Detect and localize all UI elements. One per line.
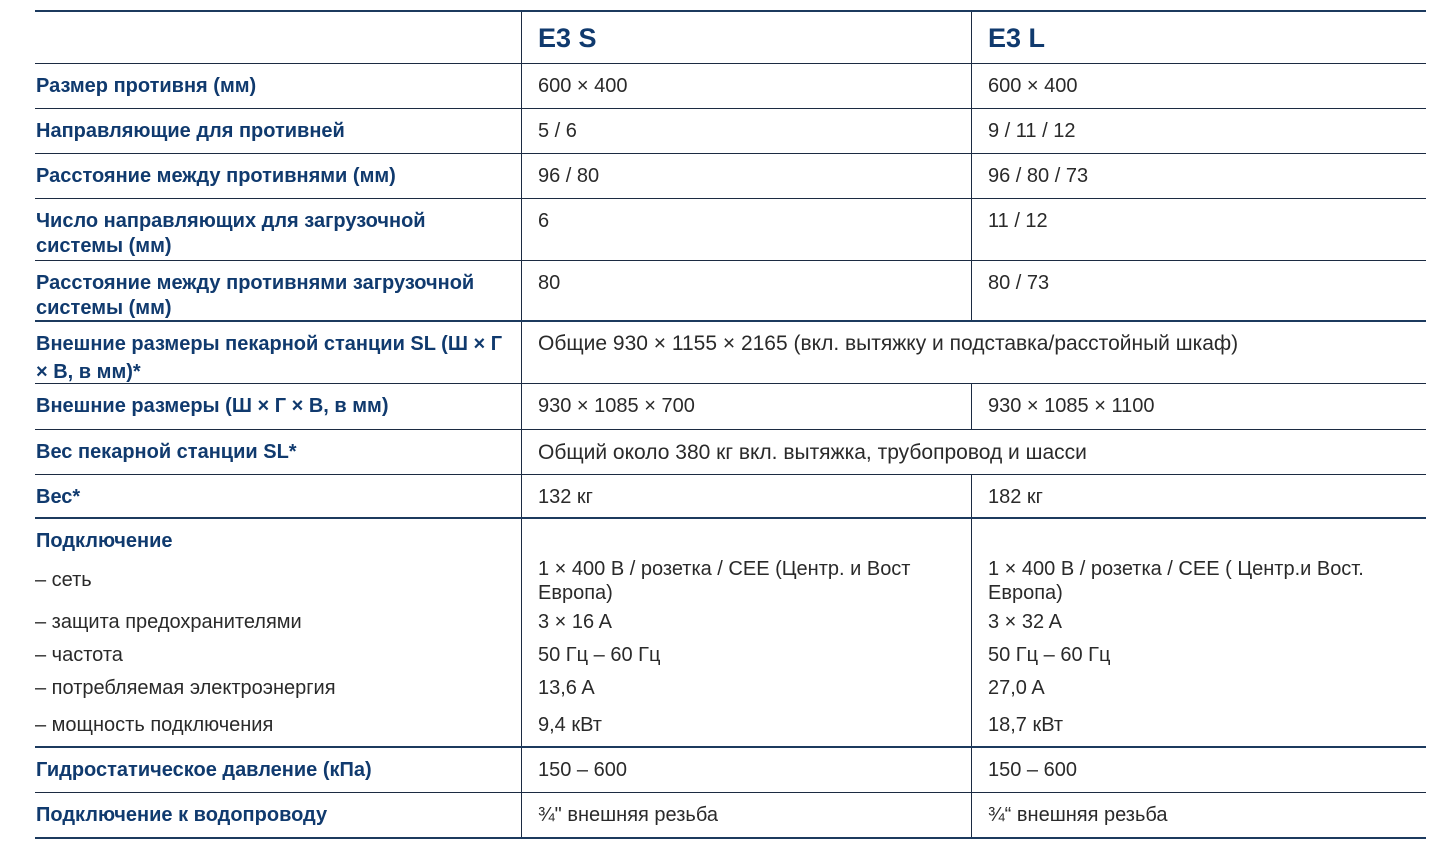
connection-value-e3s: 13,6 A xyxy=(538,677,595,699)
row-value-e3l: ¾“ внешняя резьба xyxy=(988,804,1168,826)
row-label: Подключение к водопроводу xyxy=(36,804,328,826)
connection-item-label: – мощность подключения xyxy=(35,714,274,736)
connection-values-e3l xyxy=(971,519,1426,746)
row-value-combined: Общие 930 × 1155 × 2165 (вкл. вытяжку и подставка/расстойный шкаф) xyxy=(538,332,1239,355)
row-label: Гидростатическое давление (кПа) xyxy=(36,759,372,781)
connection-item-label: – частота xyxy=(35,644,123,666)
table-row xyxy=(35,154,1426,199)
connection-value-e3s: 50 Гц – 60 Гц xyxy=(538,644,661,666)
row-value-e3l: 80 / 73 xyxy=(988,272,1050,294)
connection-value-e3s: 3 × 16 A xyxy=(538,611,612,633)
connection-value-e3l: 50 Гц – 60 Гц xyxy=(988,644,1111,666)
row-label: Число направляющих для загрузочной системы (мм) xyxy=(36,210,426,257)
table-row xyxy=(35,384,1426,430)
row-value-e3s: 96 / 80 xyxy=(538,165,600,187)
connection-value-e3l: 1 × 400 В / розетка / CEE ( Центр.и Вост. Европа) xyxy=(988,558,1364,604)
connection-item-label: – потребляемая электроэнергия xyxy=(35,677,336,699)
row-label: Внешние размеры (Ш × Г × В, в мм) xyxy=(36,395,389,417)
row-value-e3l: 9 / 11 / 12 xyxy=(988,120,1076,142)
row-label: Внешние размеры пекарной станции SL (Ш × Г × В, в мм)* xyxy=(36,333,503,383)
table-row xyxy=(35,748,1426,793)
row-value-e3l: 182 кг xyxy=(988,486,1043,508)
connection-item-label: – сеть xyxy=(35,569,92,591)
connection-labels xyxy=(35,519,521,746)
table-row xyxy=(35,430,1426,475)
table-row xyxy=(35,199,1426,261)
connection-section xyxy=(35,519,1426,748)
header-cell-e3s xyxy=(521,12,971,63)
row-label: Расстояние между противнями (мм) xyxy=(36,165,396,187)
connection-value-e3l: 18,7 кВт xyxy=(988,714,1064,736)
row-value-e3s: 80 xyxy=(538,272,561,294)
connection-value-e3s: 9,4 кВт xyxy=(538,714,602,736)
table-row xyxy=(35,261,1426,322)
header-row xyxy=(35,10,1426,64)
connection-item-label: – защита предохранителями xyxy=(35,611,302,633)
row-label: Вес пекарной станции SL* xyxy=(36,441,297,463)
row-label: Расстояние между противнями загрузочной системы (мм) xyxy=(36,272,475,319)
row-value-e3l: 150 – 600 xyxy=(988,759,1077,781)
table-row xyxy=(35,64,1426,109)
connection-value-e3s: 1 × 400 В / розетка / CEE (Центр. и Вост Европа) xyxy=(538,558,911,604)
header-cell-e3l xyxy=(971,12,1426,63)
table-row xyxy=(35,322,1426,384)
row-value-e3l: 96 / 80 / 73 xyxy=(988,165,1089,187)
row-value-e3l: 600 × 400 xyxy=(988,75,1078,97)
row-value-e3l: 11 / 12 xyxy=(988,210,1048,232)
row-label: Размер противня (мм) xyxy=(36,75,257,97)
column-title-e3s: E3 S xyxy=(538,23,597,53)
row-value-combined: Общий около 380 кг вкл. вытяжка, трубопровод и шасси xyxy=(538,441,1087,464)
header-empty-cell xyxy=(35,12,521,63)
row-value-e3s: 5 / 6 xyxy=(538,120,577,142)
table-row xyxy=(35,109,1426,154)
row-label: Направляющие для противней xyxy=(36,120,345,142)
row-value-e3s: 132 кг xyxy=(538,486,593,508)
connection-value-e3l: 3 × 32 A xyxy=(988,611,1062,633)
row-value-e3s: 930 × 1085 × 700 xyxy=(538,395,695,417)
connection-value-e3l: 27,0 A xyxy=(988,677,1045,699)
connection-values-e3s xyxy=(521,519,971,746)
row-value-e3s: 150 – 600 xyxy=(538,759,627,781)
spec-table xyxy=(35,10,1426,839)
table-row xyxy=(35,793,1426,839)
row-label: Вес* xyxy=(36,486,81,508)
row-value-e3s: 6 xyxy=(538,210,550,232)
row-value-e3s: 600 × 400 xyxy=(538,75,628,97)
connection-title: Подключение xyxy=(36,530,173,552)
row-value-e3s: ¾" внешняя резьба xyxy=(538,804,718,826)
table-row xyxy=(35,475,1426,519)
column-title-e3l: E3 L xyxy=(988,23,1046,53)
row-value-e3l: 930 × 1085 × 1100 xyxy=(988,395,1155,417)
